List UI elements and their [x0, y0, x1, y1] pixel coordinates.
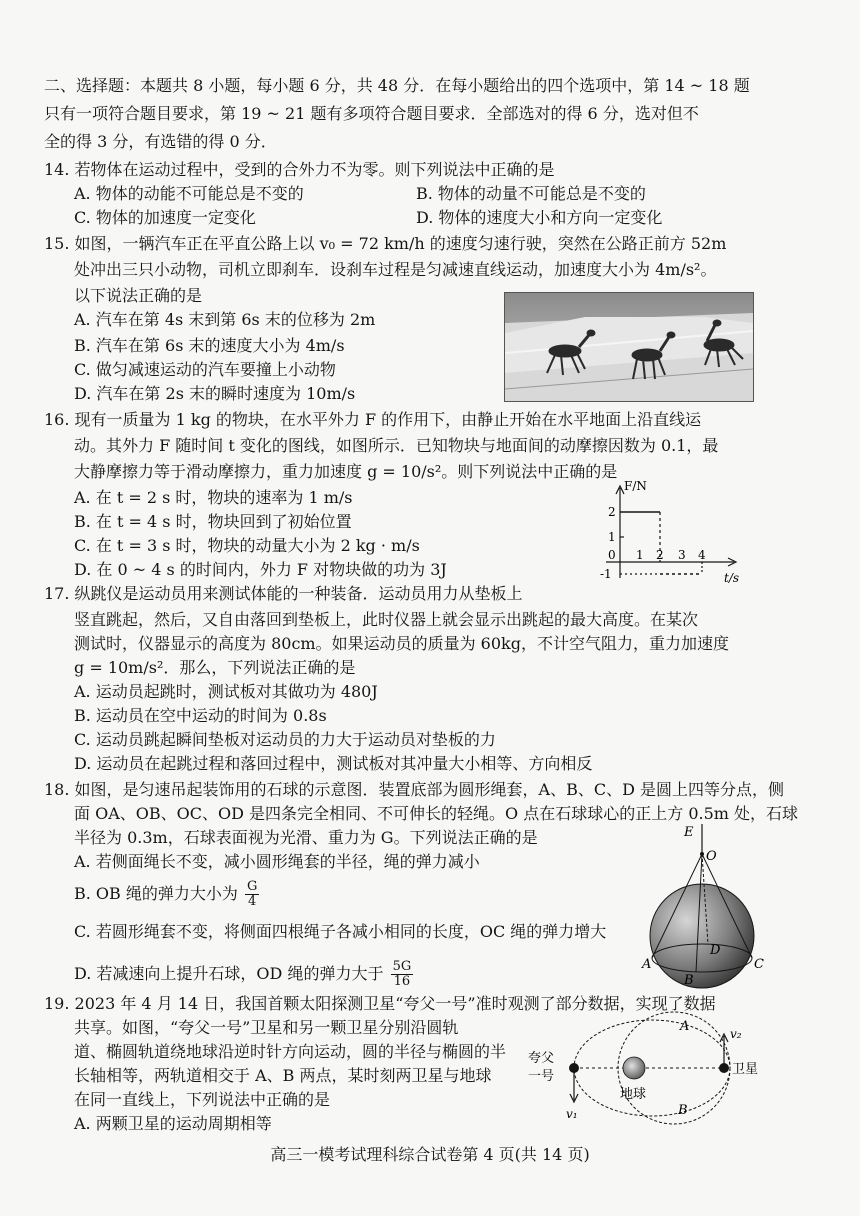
q15-stem-line1: 15. 如图，一辆汽车正在平直公路上以 v₀ = 72 km/h 的速度匀速行驶，突然在公路正前方 52m [44, 234, 727, 253]
graph-xtick-1: 1 [636, 548, 644, 562]
fraction-numerator: 5G [392, 959, 412, 974]
q14-option-a: A. 物体的动能不可能总是不变的 [74, 184, 304, 203]
q18-stem-line3: 半径为 0.3m，石球表面视为光滑、重力为 G。下列说法正确的是 [74, 828, 538, 847]
q15-option-a: A. 汽车在第 4s 末到第 6s 末的位移为 2m [74, 310, 376, 329]
graph-xtick-4: 4 [698, 548, 706, 562]
q16-option-d: D. 在 0 ~ 4 s 的时间内，外力 F 对物块做的功为 3J [74, 560, 447, 579]
label-e: E [684, 825, 694, 840]
q16-option-c: C. 在 t = 3 s 时，物块的动量大小为 2 kg · m/s [74, 536, 420, 555]
label-point-a: A [680, 1019, 690, 1034]
q14-option-c: C. 物体的加速度一定变化 [74, 208, 256, 227]
label-a: A [642, 957, 652, 972]
fraction-denominator: 4 [248, 894, 257, 909]
q18-option-b [74, 880, 261, 909]
label-satellite: 卫星 [732, 1062, 759, 1077]
q17-option-d: D. 运动员在起跳过程和落回过程中，测试板对其冲量大小相等、方向相反 [74, 754, 593, 773]
q16-stem-line1: 16. 现有一质量为 1 kg 的物块，在水平外力 F 的作用下，由静止开始在水平地面上沿直线运 [44, 410, 702, 429]
stone-ball-figure [640, 820, 766, 1000]
q16-option-b: B. 在 t = 4 s 时，物块回到了初始位置 [74, 512, 352, 531]
q17-stem-line1: 17. 纵跳仪是运动员用来测试体能的一种装备．运动员用力从垫板上 [44, 584, 523, 603]
q19-stem-line1: 19. 2023 年 4 月 14 日，我国首颗太阳探测卫星“夸父一号”准时观测了部分数据，实现了数据 [44, 994, 716, 1013]
q18-stem-line1: 18. 如图，是匀速吊起装饰用的石球的示意图．装置底部为圆形绳套，A、B、C、D 是圆上四等分点，侧 [44, 780, 785, 799]
fraction-numerator: G [247, 879, 258, 894]
q14-option-b: B. 物体的动量不可能总是不变的 [416, 184, 646, 203]
q15-option-b: B. 汽车在第 6s 末的速度大小为 4m/s [74, 336, 345, 355]
q16-option-a: A. 在 t = 2 s 时，物块的速率为 1 m/s [74, 488, 353, 507]
label-kuafu-line2: 一号 [528, 1069, 555, 1084]
graph-ylabel: F/N [624, 479, 647, 493]
q18-stem-line2: 面 OA、OB、OC、OD 是四条完全相同、不可伸长的轻绳。O 点在石球球心的正上方 0.5m 处，石球 [74, 804, 799, 823]
q17-option-c: C. 运动员跳起瞬间垫板对运动员的力大于运动员对垫板的力 [74, 730, 496, 749]
q17-option-b: B. 运动员在空中运动的时间为 0.8s [74, 706, 327, 725]
q15-stem-line3: 以下说法正确的是 [74, 286, 203, 305]
q17-option-a: A. 运动员起跳时，测试板对其做功为 480J [74, 682, 378, 701]
graph-ytick-2: 2 [608, 505, 616, 519]
q16-stem-line3: 大静摩擦力等于滑动摩擦力，重力加速度 g = 10/s²。则下列说法中正确的是 [74, 462, 618, 481]
q19-option-a: A. 两颗卫星的运动周期相等 [74, 1114, 272, 1133]
q19-stem-line2: 共享。如图，“夸父一号”卫星和另一颗卫星分别沿圆轨 [74, 1018, 459, 1037]
section-instructions-line1: 二、选择题：本题共 8 小题，每小题 6 分，共 48 分．在每小题给出的四个选项中，第 14 ~ 18 题 [44, 76, 750, 95]
q18-option-d-text: D. 若减速向上提升石球，OD 绳的弹力大于 [74, 964, 384, 983]
fraction-g-over-4 [245, 880, 259, 909]
q16-stem-line2: 动。其外力 F 随时间 t 变化的图线，如图所示．已知物块与地面间的动摩擦因数为 0.1，最 [74, 436, 719, 455]
q15-option-d: D. 汽车在第 2s 末的瞬时速度为 10m/s [74, 384, 356, 403]
q17-stem-line2: 竖直跳起，然后，又自由落回到垫板上，此时仪器上就会显示出跳起的最大高度。在某次 [74, 610, 699, 629]
label-b: B [684, 973, 694, 988]
label-o: O [706, 849, 717, 864]
page-footer: 高三一模考试理科综合试卷第 4 页(共 14 页) [270, 1145, 590, 1164]
graph-origin: 0 [608, 548, 616, 562]
fraction-denominator: 16 [393, 974, 411, 989]
section-instructions-line2: 只有一项符合题目要求，第 19 ~ 21 题有多项符合题目要求．全部选对的得 6 分，选对但不 [44, 104, 699, 123]
label-v1: v₁ [566, 1107, 578, 1121]
graph-xlabel: t/s [724, 571, 740, 585]
q18-option-d [74, 960, 415, 989]
fraction-5g-over-16 [391, 960, 414, 989]
q14-option-d: D. 物体的速度大小和方向一定变化 [416, 208, 663, 227]
graph-ytick-1: 1 [608, 530, 616, 544]
q14-stem: 14. 若物体在运动过程中，受到的合外力不为零。则下列说法中正确的是 [44, 160, 555, 179]
label-c: C [754, 957, 764, 972]
q18-option-c: C. 若圆形绳套不变，将侧面四根绳子各减小相同的长度，OC 绳的弹力增大 [74, 922, 607, 941]
label-v2: v₂ [730, 1027, 742, 1041]
q15-stem-line2: 处冲出三只小动物，司机立即刹车．设刹车过程是匀减速直线运动，加速度大小为 4m/s²。 [74, 260, 717, 279]
satellite-orbit-figure [524, 1010, 780, 1126]
q17-stem-line4: g = 10m/s²．那么，下列说法正确的是 [74, 658, 356, 677]
label-kuafu-line1: 夸父 [528, 1051, 555, 1066]
force-time-graph [592, 478, 762, 598]
q17-stem-line3: 测试时，仪器显示的高度为 80cm。如果运动员的质量为 60kg，不计空气阻力，重力加速度 [74, 634, 729, 653]
q19-stem-line4: 长轴相等，两轨道相交于 A、B 两点，某时刻两卫星与地球 [74, 1066, 492, 1085]
graph-xtick-3: 3 [678, 548, 686, 562]
q19-stem-line5: 在同一直线上，下列说法中正确的是 [74, 1090, 331, 1109]
graph-ytick-neg1: -1 [600, 567, 612, 581]
q15-option-c: C. 做匀减速运动的汽车要撞上小动物 [74, 360, 336, 379]
label-d: D [710, 943, 721, 958]
label-earth: 地球 [620, 1087, 647, 1102]
q18-option-b-text: B. OB 绳的弹力大小为 [74, 884, 238, 903]
label-point-b: B [678, 1103, 688, 1118]
section-instructions-line3: 全的得 3 分，有选错的得 0 分． [44, 132, 277, 151]
graph-xtick-2: 2 [656, 548, 664, 562]
q18-option-a: A. 若侧面绳长不变，减小圆形绳套的半径，绳的弹力减小 [74, 852, 480, 871]
q19-stem-line3: 道、椭圆轨道绕地球沿逆时针方向运动，圆的半径与椭圆的半 [74, 1042, 507, 1061]
road-animals-photo [504, 292, 754, 402]
